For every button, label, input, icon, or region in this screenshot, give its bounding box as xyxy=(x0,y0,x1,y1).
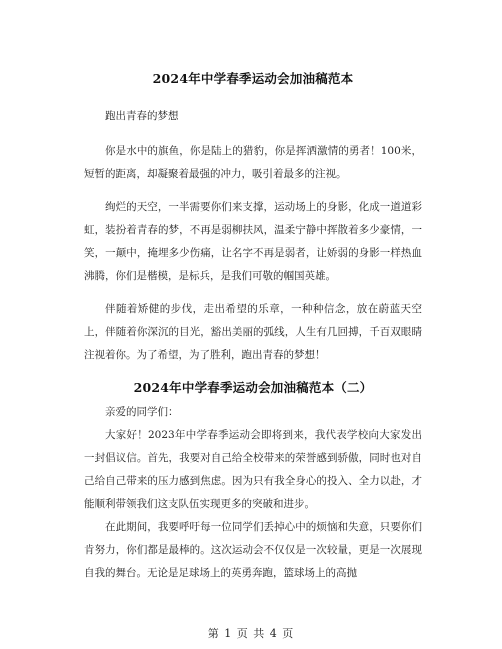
page-number-footer: 第 1 页 共 4 页 xyxy=(207,627,295,640)
section-subtitle: 跑出青春的梦想 xyxy=(105,110,179,122)
document-title: 2024年中学春季运动会加油稿范本 xyxy=(152,71,354,86)
body-paragraph: 伴随着矫健的步伐，走出希望的乐章，一种种信念，放在蔚蓝天空上，伴随着你深沉的目光，豁出美丽的弧线，人生有几回搏，千百双眼睛注视着你。为了希望，为了胜利，跑出青春的梦想！ xyxy=(84,303,422,361)
document-body xyxy=(84,70,422,585)
greeting-line: 亲爱的同学们： xyxy=(105,406,179,418)
body-paragraph: 绚烂的天空，一半需要你们来支撑，运动场上的身影，化成一道道彩虹，装扮着青春的梦，不再是弱柳扶风，温柔宁静中挥散着多少豪情，一笑，一颠中，掩埋多少伤痛，让名字不再是弱者，让娇弱的身影一样热血沸腾，你们是楷模，是标兵，是我们可敬的帼国英雄。 xyxy=(84,201,422,282)
body-paragraph: 在此期间，我要呼吁每一位同学们丢掉心中的烦恼和失意，只要你们肯努力，你们都是最棒的。这次运动会不仅仅是一次较量，更是一次展现自我的舞台。无论是足球场上的英勇奔跑，篮球场上的高抛 xyxy=(84,521,422,579)
body-paragraph: 大家好！2023年中学春季运动会即将到来，我代表学校向大家发出一封倡议信。首先，我要对自己给全校带来的荣誉感到骄傲，同时也对自己给自己带来的压力感到焦虑。因为只有我全身心的投入、全力以赴，才能顺利带领我们这支队伍实现更多的突破和进步。 xyxy=(84,429,422,510)
section-title: 2024年中学春季运动会加油稿范本（二） xyxy=(133,380,373,395)
body-paragraph: 你是水中的旗鱼，你是陆上的猎豹，你是挥洒激情的勇者！100米，短暂的距离，却凝聚着最强的冲力，吸引着最多的注视。 xyxy=(84,145,422,180)
